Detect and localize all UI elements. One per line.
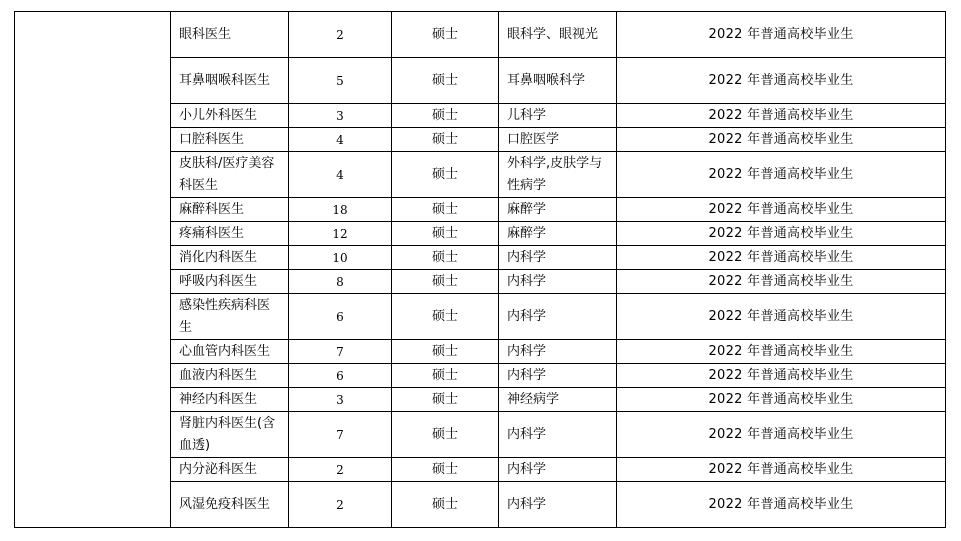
major-cell: 外科学,皮肤学与性病学 xyxy=(499,152,617,198)
requirement-cell: 2022 年普通高校毕业生 xyxy=(617,152,946,198)
merged-category-cell xyxy=(15,12,171,528)
headcount-cell: 4 xyxy=(289,128,392,152)
requirement-cell: 2022 年普通高校毕业生 xyxy=(617,128,946,152)
position-name-cell: 消化内科医生 xyxy=(171,246,289,270)
headcount-cell: 3 xyxy=(289,104,392,128)
headcount-cell: 3 xyxy=(289,388,392,412)
major-cell: 耳鼻咽喉科学 xyxy=(499,58,617,104)
major-cell: 麻醉学 xyxy=(499,198,617,222)
requirement-cell: 2022 年普通高校毕业生 xyxy=(617,364,946,388)
requirement-cell: 2022 年普通高校毕业生 xyxy=(617,12,946,58)
position-name-cell: 小儿外科医生 xyxy=(171,104,289,128)
headcount-cell: 7 xyxy=(289,412,392,458)
degree-cell: 硕士 xyxy=(392,58,499,104)
degree-cell: 硕士 xyxy=(392,104,499,128)
degree-cell: 硕士 xyxy=(392,12,499,58)
position-name-cell: 风湿免疫科医生 xyxy=(171,482,289,528)
degree-cell: 硕士 xyxy=(392,198,499,222)
requirement-cell: 2022 年普通高校毕业生 xyxy=(617,222,946,246)
degree-cell: 硕士 xyxy=(392,364,499,388)
position-name-cell: 眼科医生 xyxy=(171,12,289,58)
degree-cell: 硕士 xyxy=(392,294,499,340)
table-row xyxy=(15,12,946,58)
degree-cell: 硕士 xyxy=(392,128,499,152)
degree-cell: 硕士 xyxy=(392,246,499,270)
major-cell: 眼科学、眼视光 xyxy=(499,12,617,58)
position-name-cell: 神经内科医生 xyxy=(171,388,289,412)
headcount-cell: 12 xyxy=(289,222,392,246)
requirement-cell: 2022 年普通高校毕业生 xyxy=(617,294,946,340)
major-cell: 内科学 xyxy=(499,246,617,270)
headcount-cell: 2 xyxy=(289,482,392,528)
major-cell: 内科学 xyxy=(499,294,617,340)
major-cell: 内科学 xyxy=(499,340,617,364)
degree-cell: 硕士 xyxy=(392,458,499,482)
major-cell: 内科学 xyxy=(499,364,617,388)
headcount-cell: 5 xyxy=(289,58,392,104)
major-cell: 神经病学 xyxy=(499,388,617,412)
position-name-cell: 肾脏内科医生(含血透) xyxy=(171,412,289,458)
requirement-cell: 2022 年普通高校毕业生 xyxy=(617,412,946,458)
major-cell: 内科学 xyxy=(499,482,617,528)
headcount-cell: 2 xyxy=(289,12,392,58)
degree-cell: 硕士 xyxy=(392,152,499,198)
degree-cell: 硕士 xyxy=(392,222,499,246)
headcount-cell: 6 xyxy=(289,364,392,388)
headcount-cell: 6 xyxy=(289,294,392,340)
requirement-cell: 2022 年普通高校毕业生 xyxy=(617,270,946,294)
requirement-cell: 2022 年普通高校毕业生 xyxy=(617,482,946,528)
major-cell: 儿科学 xyxy=(499,104,617,128)
major-cell: 内科学 xyxy=(499,458,617,482)
requirement-cell: 2022 年普通高校毕业生 xyxy=(617,458,946,482)
position-name-cell: 麻醉科医生 xyxy=(171,198,289,222)
major-cell: 内科学 xyxy=(499,412,617,458)
position-name-cell: 耳鼻咽喉科医生 xyxy=(171,58,289,104)
position-name-cell: 内分泌科医生 xyxy=(171,458,289,482)
degree-cell: 硕士 xyxy=(392,412,499,458)
recruitment-table xyxy=(14,11,946,528)
requirement-cell: 2022 年普通高校毕业生 xyxy=(617,58,946,104)
requirement-cell: 2022 年普通高校毕业生 xyxy=(617,198,946,222)
headcount-cell: 8 xyxy=(289,270,392,294)
headcount-cell: 4 xyxy=(289,152,392,198)
requirement-cell: 2022 年普通高校毕业生 xyxy=(617,104,946,128)
requirement-cell: 2022 年普通高校毕业生 xyxy=(617,388,946,412)
degree-cell: 硕士 xyxy=(392,270,499,294)
position-name-cell: 感染性疾病科医生 xyxy=(171,294,289,340)
position-name-cell: 呼吸内科医生 xyxy=(171,270,289,294)
position-name-cell: 血液内科医生 xyxy=(171,364,289,388)
requirement-cell: 2022 年普通高校毕业生 xyxy=(617,246,946,270)
headcount-cell: 10 xyxy=(289,246,392,270)
headcount-cell: 18 xyxy=(289,198,392,222)
degree-cell: 硕士 xyxy=(392,482,499,528)
position-name-cell: 皮肤科/医疗美容科医生 xyxy=(171,152,289,198)
major-cell: 内科学 xyxy=(499,270,617,294)
headcount-cell: 2 xyxy=(289,458,392,482)
major-cell: 麻醉学 xyxy=(499,222,617,246)
degree-cell: 硕士 xyxy=(392,388,499,412)
position-name-cell: 心血管内科医生 xyxy=(171,340,289,364)
headcount-cell: 7 xyxy=(289,340,392,364)
requirement-cell: 2022 年普通高校毕业生 xyxy=(617,340,946,364)
major-cell: 口腔医学 xyxy=(499,128,617,152)
position-name-cell: 疼痛科医生 xyxy=(171,222,289,246)
degree-cell: 硕士 xyxy=(392,340,499,364)
position-name-cell: 口腔科医生 xyxy=(171,128,289,152)
